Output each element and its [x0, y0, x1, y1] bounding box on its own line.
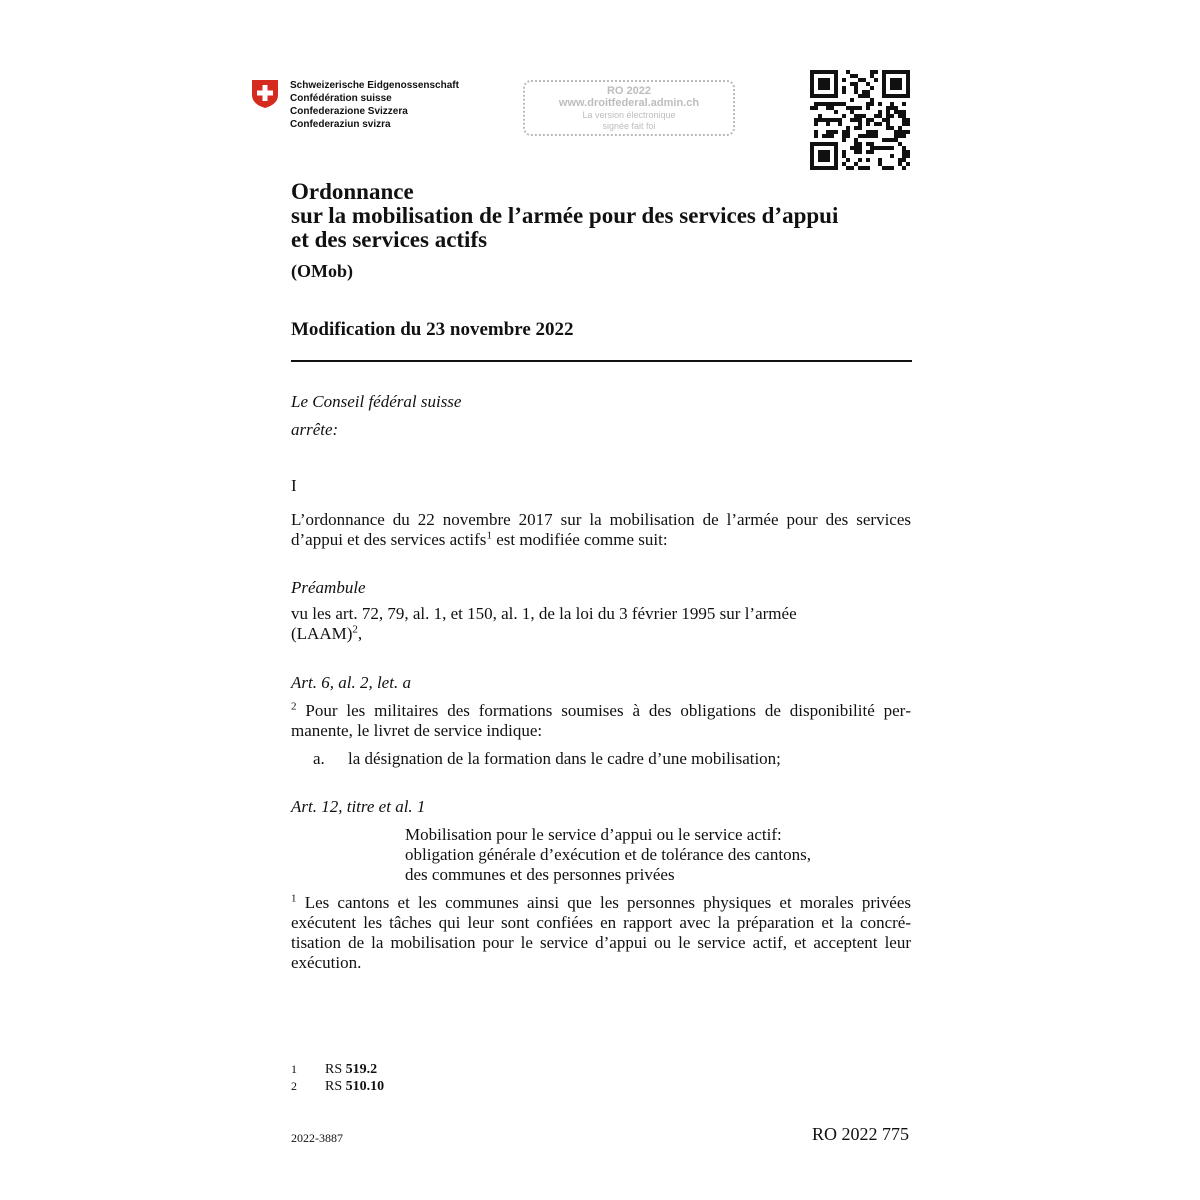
art12-paragraph-number: 1: [291, 892, 297, 905]
art12-text: Les cantons et les communes ainsi que les personnes physiques et morales privées exécutent les tâches qui leur sont confiées en rapport avec la préparation et la concrétisation de la mobilisation pour le service d’appui ou le service actif, et acceptent leur exécution.: [291, 893, 911, 972]
footnote-2: [291, 1078, 384, 1095]
footnote-1-number: 1: [291, 1062, 297, 1076]
stamp-line-1: RO 2022: [606, 85, 652, 97]
art12-heading: Art. 12, titre et al. 1: [291, 797, 426, 816]
title-divider: [291, 360, 912, 362]
title-abbreviation: (OMob): [291, 261, 353, 281]
art6-text: Pour les militaires des formations soumises à des obligations de disponibilité permanente, le livret de service indique:: [291, 701, 911, 740]
document-title: [291, 180, 838, 252]
confederation-it: Confederazione Svizzera: [290, 106, 408, 117]
stamp-line-4: signée fait foi: [602, 121, 656, 131]
preambule-text-a: vu les art. 72, 79, al. 1, et 150, al. 1, de la loi du 3 février 1995 sur l’armée (LAAM): [291, 604, 797, 643]
art12-title-line-1: Mobilisation pour le service d’appui ou le service actif:: [405, 825, 782, 844]
title-line-1: Ordonnance: [291, 179, 414, 204]
art6-item-letter: a.: [313, 749, 325, 768]
title-line-2: sur la mobilisation de l’armée pour des services d’appui: [291, 203, 839, 228]
art12-title-line-3: des communes et des personnes privées: [405, 865, 675, 884]
footnote-1: [291, 1061, 377, 1078]
footnote-1-prefix: RS: [325, 1062, 346, 1077]
art6-paragraph: [291, 701, 911, 741]
preambule-text-b: ,: [357, 624, 363, 643]
modification-date: Modification du 23 novembre 2022: [291, 319, 574, 340]
confederation-names: [290, 79, 459, 131]
footnote-2-ref[interactable]: 510.10: [345, 1079, 385, 1094]
section-intro: [291, 510, 911, 550]
council-line: Le Conseil fédéral suisse: [291, 392, 462, 411]
swiss-cross-icon: [251, 79, 279, 109]
art12-paragraph: [291, 893, 911, 973]
preambule-text: [291, 604, 851, 644]
decree-line: arrête:: [291, 420, 339, 439]
art6-paragraph-number: 2: [291, 700, 297, 713]
footnote-1-ref[interactable]: 519.2: [345, 1062, 378, 1077]
confederation-de: Schweizerische Eidgenossenschaft: [290, 80, 459, 91]
title-line-3: et des services actifs: [291, 227, 488, 252]
art6-item-text: la désignation de la formation dans le cadre d’une mobilisation;: [348, 749, 781, 768]
footnote-ref-1[interactable]: 1: [486, 529, 492, 542]
qr-code-icon: [810, 70, 910, 170]
preambule-heading: Préambule: [291, 578, 366, 597]
art12-title-line-2: obligation générale d’exécution et de tolérance des cantons,: [405, 845, 811, 864]
section-number: I: [291, 476, 297, 495]
footnote-ref-2[interactable]: 2: [352, 623, 358, 636]
art6-heading: Art. 6, al. 2, let. a: [291, 673, 411, 692]
stamp-line-2: www.droitfederal.admin.ch: [558, 97, 700, 109]
intro-text-b: est modifiée comme suit:: [491, 530, 668, 549]
art12-title: [405, 825, 811, 885]
official-compilation-ref: RO 2022 775: [811, 1124, 909, 1144]
document-id: 2022-3887: [291, 1131, 343, 1145]
confederation-rm: Confederaziun svizra: [290, 119, 391, 130]
intro-text-a: L’ordonnance du 22 novembre 2017 sur la mobilisation de l’armée pour des services d’appui et des services actifs: [291, 510, 911, 549]
confederation-fr: Confédération suisse: [290, 93, 392, 104]
footnote-2-prefix: RS: [325, 1079, 346, 1094]
signature-stamp: [523, 80, 735, 136]
stamp-line-3: La version électronique: [582, 110, 676, 120]
footnote-2-number: 2: [291, 1079, 297, 1093]
